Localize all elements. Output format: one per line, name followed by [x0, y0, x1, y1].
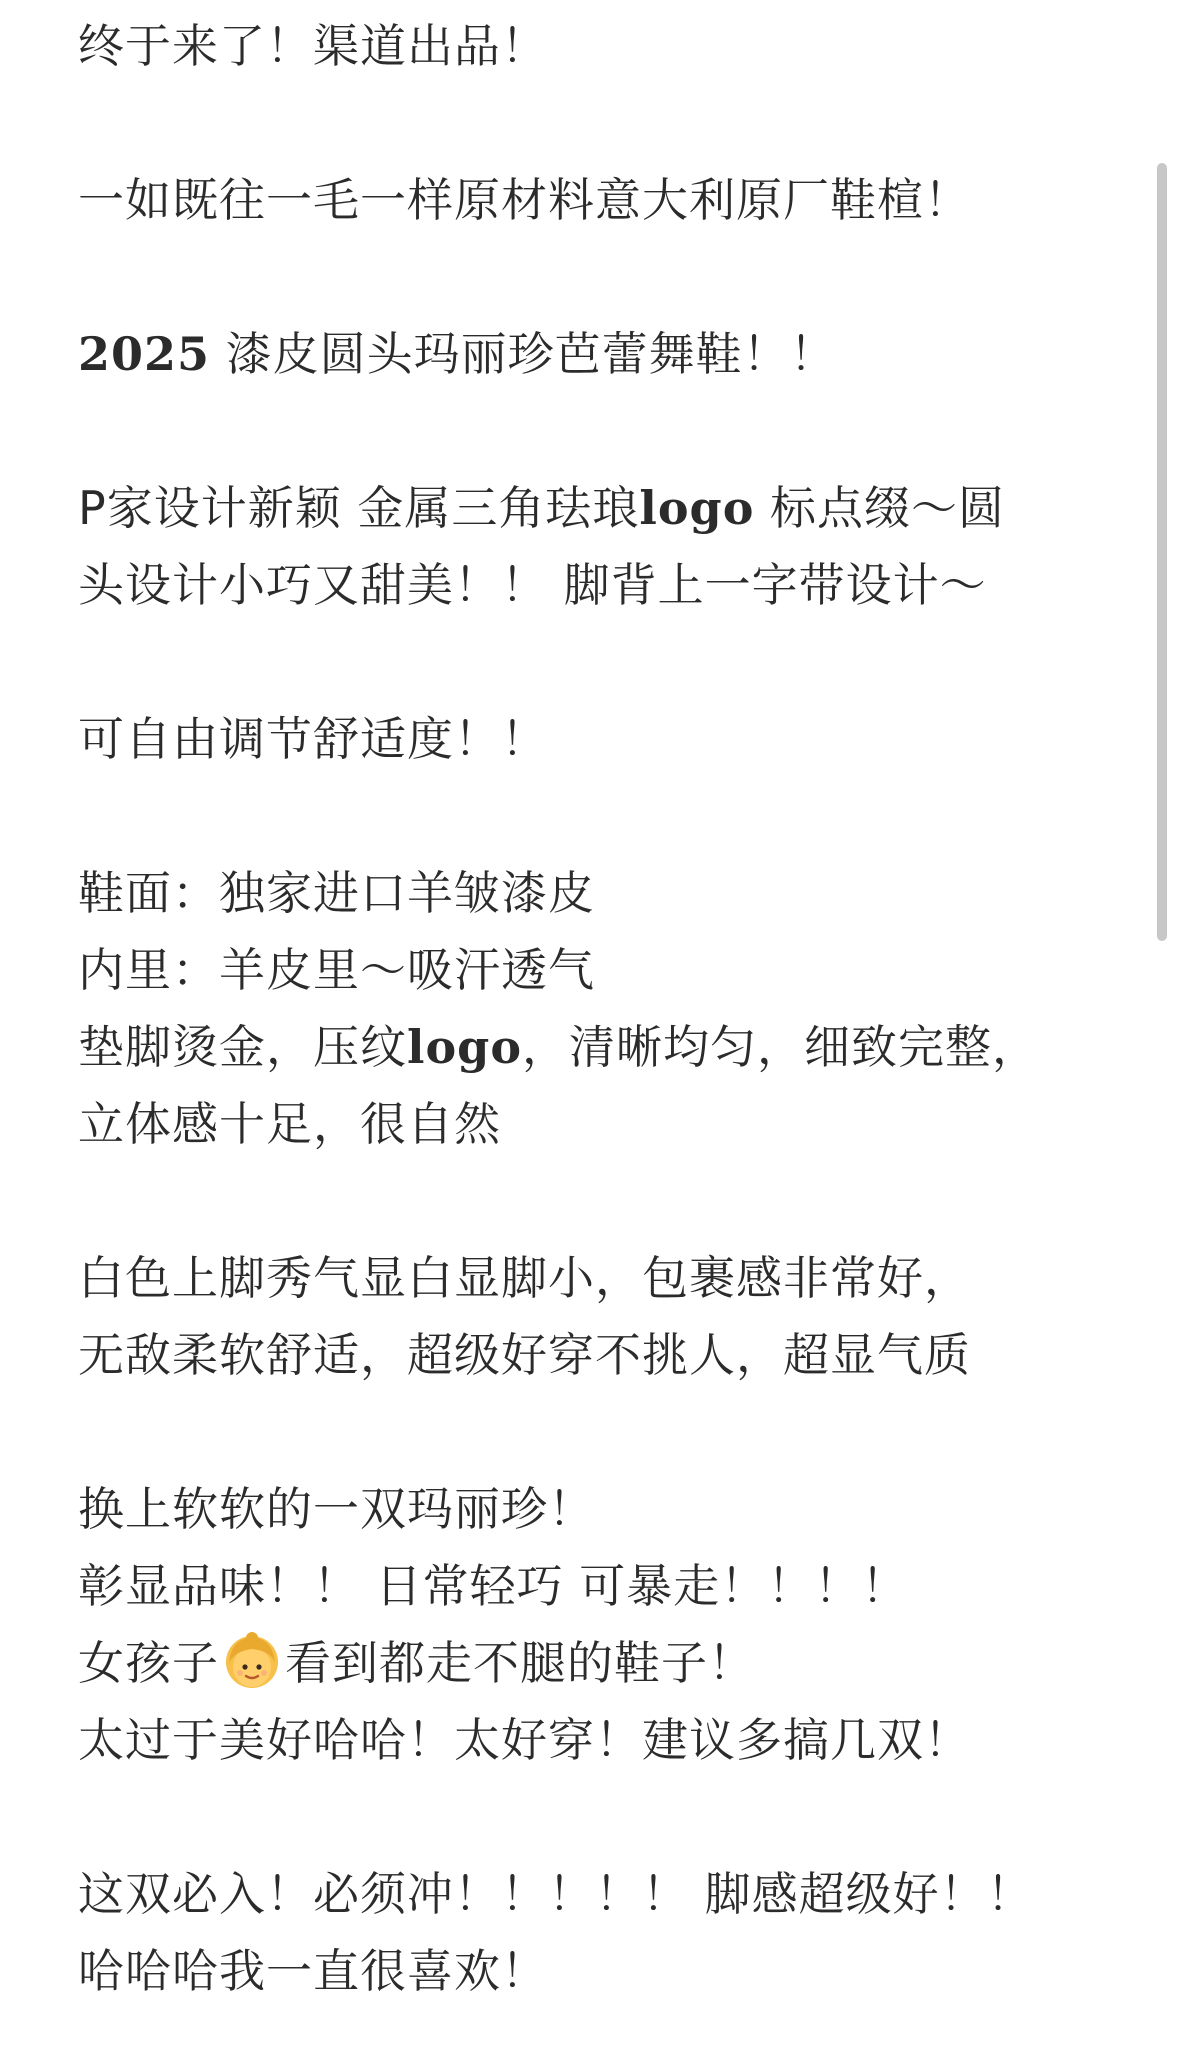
- logo-word: logo: [407, 1020, 523, 1074]
- post-line: [78, 1625, 1108, 1702]
- post-line: 这双必入！必须冲！！！！！ 脚感超级好！！: [78, 1867, 1034, 1921]
- post-line: 彰显品味！！ 日常轻巧 可暴走！！！！: [78, 1559, 909, 1613]
- post-line: 鞋面：独家进口羊皱漆皮: [78, 866, 595, 920]
- post-line: 无敌柔软舒适，超级好穿不挑人，超显气质: [78, 1328, 971, 1382]
- post-line: 可自由调节舒适度！！: [78, 712, 548, 766]
- post-line: 哈哈哈我一直很喜欢！: [78, 1944, 548, 1998]
- logo-word: logo: [639, 481, 755, 535]
- post-line: [78, 470, 1108, 547]
- line-spacer: [78, 85, 1108, 162]
- post-line: 头设计小巧又甜美！！ 脚背上一字带设计～: [78, 558, 987, 612]
- post-line: 换上软软的一双玛丽珍！: [78, 1482, 595, 1536]
- post-line: 内里：羊皮里～吸汗透气: [78, 943, 595, 997]
- line-spacer: [78, 239, 1108, 316]
- scrollbar-thumb[interactable]: [1157, 163, 1167, 941]
- post-line-text: 漆皮圆头玛丽珍芭蕾舞鞋！！: [225, 327, 837, 381]
- line-spacer: [78, 778, 1108, 855]
- post-line: 太过于美好哈哈！太好穿！建议多搞几双！: [78, 1713, 971, 1767]
- year-text: 2025: [78, 327, 211, 381]
- line-spacer: [78, 1163, 1108, 1240]
- post-body: [78, 8, 1108, 2010]
- post-line-text: P家设计新颖 金属三角珐琅: [78, 481, 640, 535]
- post-line-text: 女孩子: [78, 1636, 219, 1690]
- post-line: 终于来了！渠道出品！: [78, 19, 548, 73]
- scrollbar[interactable]: [1157, 0, 1167, 2062]
- post-line: 立体感十足，很自然: [78, 1097, 501, 1151]
- post-line: 一如既往一毛一样原材料意大利原厂鞋楦！: [78, 173, 971, 227]
- post-line: 白色上脚秀气显白显脚小，包裹感非常好，: [78, 1251, 971, 1305]
- post-line-text: ，清晰均匀，细致完整，: [522, 1020, 1040, 1074]
- line-spacer: [78, 1394, 1108, 1471]
- post-line: [78, 1009, 1108, 1086]
- line-spacer: [78, 393, 1108, 470]
- post-line-text: 看到都走不腿的鞋子！: [285, 1636, 755, 1690]
- line-spacer: [78, 624, 1108, 701]
- post-line-text: 标点缀～圆: [770, 481, 1006, 535]
- line-spacer: [78, 1779, 1108, 1856]
- girl-emoji-icon: [221, 1629, 283, 1691]
- post-line: [78, 316, 1108, 393]
- post-line-text: 垫脚烫金，压纹: [78, 1020, 407, 1074]
